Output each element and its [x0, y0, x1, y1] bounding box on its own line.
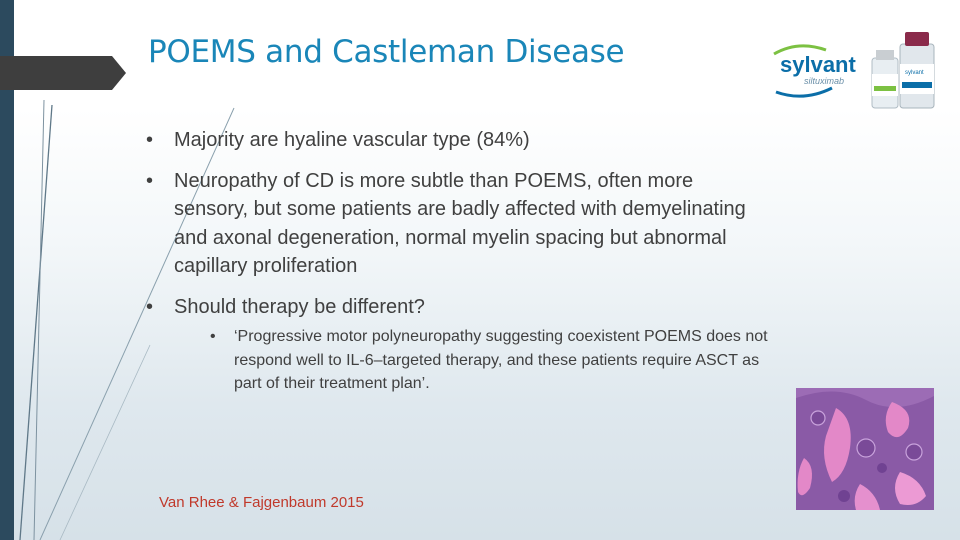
sylvant-logo-image — [764, 28, 954, 112]
bullet-list — [146, 126, 766, 408]
bullet-item — [146, 293, 766, 396]
svg-text:siltuximab: siltuximab — [804, 76, 845, 86]
bullet-text: Neuropathy of CD is more subtle than POEMS, often more sensory, but some patients are badly affected with demyelinating and axonal degeneration, normal myelin spacing but abnormal capillary proliferation — [174, 169, 746, 277]
bullet-marker: • — [146, 129, 154, 151]
sub-bullet-text: ‘Progressive motor polyneuropathy suggesting coexistent POEMS does not respond well to IL-6–targeted therapy, and these patients require ASCT as part of their treatment plan’. — [234, 328, 768, 392]
bullet-text: Majority are hyaline vascular type (84%) — [174, 129, 530, 151]
bullet-item — [146, 167, 766, 281]
svg-text:sylvant: sylvant — [780, 52, 856, 77]
bullet-marker: • — [146, 295, 154, 318]
slide-title: POEMS and Castleman Disease — [148, 34, 625, 70]
bullet-marker: • — [146, 169, 154, 192]
bullet-item — [146, 126, 766, 155]
bullet-text: Should therapy be different? — [174, 295, 425, 318]
svg-text:sylvant: sylvant — [905, 70, 924, 76]
title-tab-marker — [0, 56, 126, 90]
histology-micrograph — [796, 388, 934, 510]
sub-bullet-item — [210, 325, 774, 396]
citation: Van Rhee & Fajgenbaum 2015 — [159, 494, 364, 511]
sub-bullet-marker: • — [210, 328, 216, 345]
